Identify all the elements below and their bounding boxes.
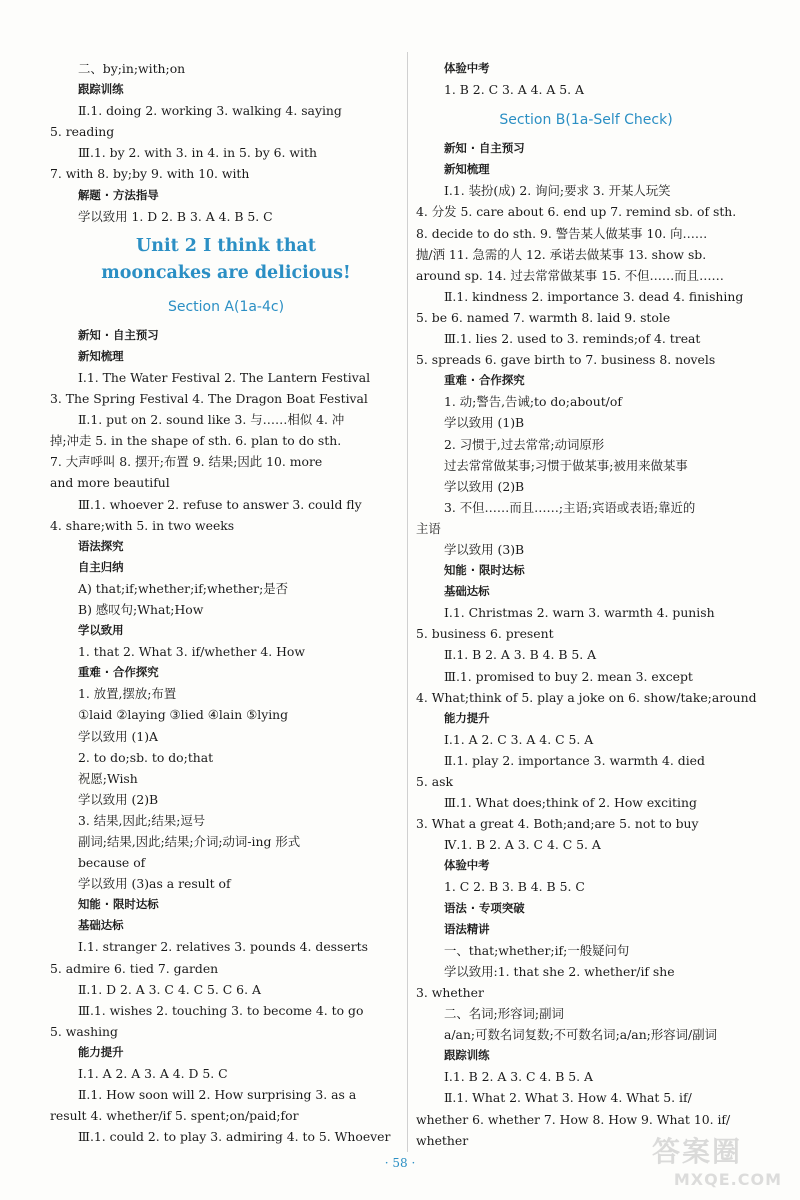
answer-line: 祝愿;Wish [78, 770, 138, 786]
answer-line: 1. 动;警告,告诫;to do;about/of [444, 394, 622, 410]
answer-line: whether 6. whether 7. How 8. How 9. What 10. if/ [416, 1111, 731, 1127]
answer-line: 一、that;whether;if;一般疑问句 [444, 942, 630, 958]
answer-line: 7. with 8. by;by 9. with 10. with [50, 166, 250, 182]
answer-line: Ⅰ.1. A 2. C 3. A 4. C 5. A [444, 731, 594, 747]
answer-line: a/an;可数名词复数;不可数名词;a/an;形容词/副词 [444, 1027, 717, 1043]
section-a-heading: Section A(1a-4c) [167, 298, 285, 315]
answer-line: 1. B 2. C 3. A 4. A 5. A [444, 82, 584, 98]
answer-line: 主语 [416, 520, 441, 536]
answer-line: 学以致用 (1)A [78, 728, 159, 744]
answer-line: Ⅲ.1. whoever 2. refuse to answer 3. could fly [78, 496, 362, 512]
answer-line: and more beautiful [50, 475, 170, 491]
watermark-en: MXQE.COM [673, 1170, 782, 1189]
answer-line: Ⅲ.1. lies 2. used to 3. reminds;of 4. treat [444, 331, 701, 347]
page-number: · 58 · [384, 1156, 416, 1170]
answer-line: Ⅱ.1. D 2. A 3. C 4. C 5. C 6. A [78, 981, 261, 997]
answer-line: Ⅰ.1. Christmas 2. warn 3. warmth 4. punish [444, 605, 715, 621]
answer-line: Ⅱ.1. What 2. What 3. How 4. What 5. if/ [444, 1090, 692, 1106]
answer-line: 学以致用 1. D 2. B 3. A 4. B 5. C [78, 208, 273, 224]
answer-line: 学以致用 (3)as a result of [78, 876, 231, 892]
answer-line: 1. that 2. What 3. if/whether 4. How [78, 644, 305, 660]
answer-line: because of [78, 855, 146, 871]
answer-line: 语法 · 专项突破 [444, 900, 525, 915]
answer-line: 5. washing [50, 1023, 118, 1039]
watermark-cn: 答案圈 [652, 1135, 743, 1168]
unit-title-line-1: Unit 2 I think that [136, 235, 316, 256]
answer-line: 跟踪训练 [78, 82, 124, 97]
answer-line: Ⅰ.1. B 2. A 3. C 4. B 5. A [444, 1069, 593, 1085]
answer-line: whether [416, 1132, 469, 1148]
answer-line: 自主归纳 [78, 559, 124, 574]
answer-line: 语法精讲 [444, 921, 490, 936]
answer-line: 学以致用 (2)B [78, 791, 159, 807]
answer-line: result 4. whether/if 5. spent;on/paid;for [50, 1108, 299, 1124]
answer-line: 5. admire 6. tied 7. garden [50, 960, 219, 976]
answer-line: 学以致用 [78, 623, 124, 638]
answer-line: 副词;结果,因此;结果;介词;动词-ing 形式 [78, 834, 301, 849]
answer-line: 重难 · 合作探究 [444, 373, 525, 388]
answer-line: 4. 分发 5. care about 6. end up 7. remind sb. of sth. [416, 204, 737, 220]
answer-line: Ⅰ.1. 装扮(成) 2. 询问;要求 3. 开某人玩笑 [444, 183, 671, 199]
answer-line: 新知 · 自主预习 [78, 327, 159, 342]
answer-line: 掉;冲走 5. in the shape of sth. 6. plan to do sth. [50, 433, 342, 449]
answer-line: Ⅲ.1. What does;think of 2. How exciting [444, 795, 697, 811]
right-column [416, 58, 756, 1151]
answer-line: Ⅲ.1. by 2. with 3. in 4. in 5. by 6. with [78, 145, 317, 161]
answer-line: 新知 · 自主预习 [444, 141, 525, 156]
answer-line: A) that;if;whether;if;whether;是否 [78, 580, 289, 596]
answer-line: 7. 大声呼叫 8. 摆开;布置 9. 结果;因此 10. more [50, 454, 323, 470]
answer-line: 学以致用 (1)B [444, 415, 525, 431]
answer-line: Ⅱ.1. B 2. A 3. B 4. B 5. A [444, 647, 597, 663]
answer-line: 重难 · 合作探究 [78, 665, 159, 680]
answer-line: 3. 结果,因此;结果;逗号 [78, 812, 206, 828]
answer-line: Ⅲ.1. could 2. to play 3. admiring 4. to 5. Whoever [78, 1129, 391, 1145]
answer-line: 5. spreads 6. gave birth to 7. business 8. novels [416, 352, 716, 368]
answer-line: 5. reading [50, 124, 115, 140]
answer-line: 学以致用 (2)B [444, 478, 525, 494]
answer-line: Ⅰ.1. stranger 2. relatives 3. pounds 4. desserts [78, 939, 368, 955]
answer-line: 体验中考 [444, 61, 490, 75]
answer-line: 学以致用:1. that she 2. whether/if she [444, 963, 675, 979]
unit-title [50, 233, 402, 287]
answer-line: Ⅱ.1. put on 2. sound like 3. 与……相似 4. 冲 [78, 412, 345, 428]
answer-line: 体验中考 [444, 858, 490, 873]
section-b-heading: Section B(1a-Self Check) [499, 112, 673, 129]
answer-line: 5. ask [416, 774, 454, 789]
answer-line: Ⅲ.1. promised to buy 2. mean 3. except [444, 668, 693, 684]
answer-line: 能力提升 [444, 710, 490, 725]
answer-line: 2. to do;sb. to do;that [78, 749, 214, 765]
answer-line: 8. decide to do sth. 9. 警告某人做某事 10. 向…… [416, 225, 708, 241]
answer-line: 1. 放置,摆放;布置 [78, 686, 177, 702]
answer-line: 语法探究 [78, 538, 124, 553]
answer-line: 5. business 6. present [416, 626, 554, 642]
answer-line: 3. The Spring Festival 4. The Dragon Boat Festival [50, 391, 368, 407]
unit-title-line-2: mooncakes are delicious! [101, 262, 351, 283]
answer-line: 5. be 6. named 7. warmth 8. laid 9. stole [416, 309, 671, 325]
answer-line: around sp. 14. 过去常常做某事 15. 不但……而且…… [416, 267, 724, 283]
answer-line: 新知梳理 [78, 348, 124, 363]
answer-line: Ⅱ.1. doing 2. working 3. walking 4. saying [78, 103, 342, 119]
answer-line: 学以致用 (3)B [444, 541, 525, 557]
answer-line: Ⅳ.1. B 2. A 3. C 4. C 5. A [444, 837, 601, 853]
answer-line: B) 感叹句;What;How [78, 601, 204, 617]
answer-line: 3. What a great 4. Both;and;are 5. not to buy [416, 816, 699, 832]
answer-line: Ⅰ.1. The Water Festival 2. The Lantern Festival [78, 369, 371, 385]
left-lines-b [50, 325, 402, 1148]
right-lines-b [416, 138, 756, 1151]
left-column [50, 58, 402, 1147]
answer-line: ①laid ②laying ③lied ④lain ⑤lying [78, 707, 289, 723]
answer-line: 3. 不但……而且……;主语;宾语或表语;靠近的 [444, 499, 696, 515]
answer-line: 能力提升 [78, 1044, 124, 1059]
right-lines-a [416, 58, 756, 100]
answer-line: 跟踪训练 [444, 1048, 490, 1063]
answer-line: Ⅱ.1. play 2. importance 3. warmth 4. died [444, 752, 705, 768]
answer-line: 解题 · 方法指导 [78, 187, 159, 202]
answer-line: 2. 习惯于,过去常常;动词原形 [444, 436, 605, 452]
answer-line: 过去常常做某事;习惯于做某事;被用来做某事 [444, 457, 688, 473]
answer-line: 基础达标 [444, 584, 490, 599]
answer-line: 抛/洒 11. 急需的人 12. 承诺去做某事 13. show sb. [416, 246, 707, 262]
left-lines-a [50, 58, 402, 227]
answer-line: Ⅱ.1. kindness 2. importance 3. dead 4. finishing [444, 288, 744, 304]
answer-line: 1. C 2. B 3. B 4. B 5. C [444, 879, 585, 895]
answer-line: 知能 · 限时达标 [78, 897, 159, 912]
answer-line: Ⅱ.1. How soon will 2. How surprising 3. as a [78, 1087, 357, 1103]
answer-line: 二、by;in;with;on [78, 61, 186, 76]
answer-line: 二、名词;形容词;副词 [444, 1006, 564, 1022]
watermark-logo [652, 1130, 782, 1188]
answer-line: 4. What;think of 5. play a joke on 6. show/take;around [416, 689, 757, 705]
column-divider [407, 52, 408, 1152]
answer-line: Ⅲ.1. wishes 2. touching 3. to become 4. to go [78, 1002, 364, 1018]
answer-line: 3. whether [416, 984, 484, 1000]
answer-line: Ⅰ.1. A 2. A 3. A 4. D 5. C [78, 1066, 228, 1082]
answer-line: 基础达标 [78, 918, 124, 933]
answer-line: 4. share;with 5. in two weeks [50, 517, 235, 533]
answer-line: 新知梳理 [444, 162, 490, 177]
answer-line: 知能 · 限时达标 [444, 563, 525, 578]
